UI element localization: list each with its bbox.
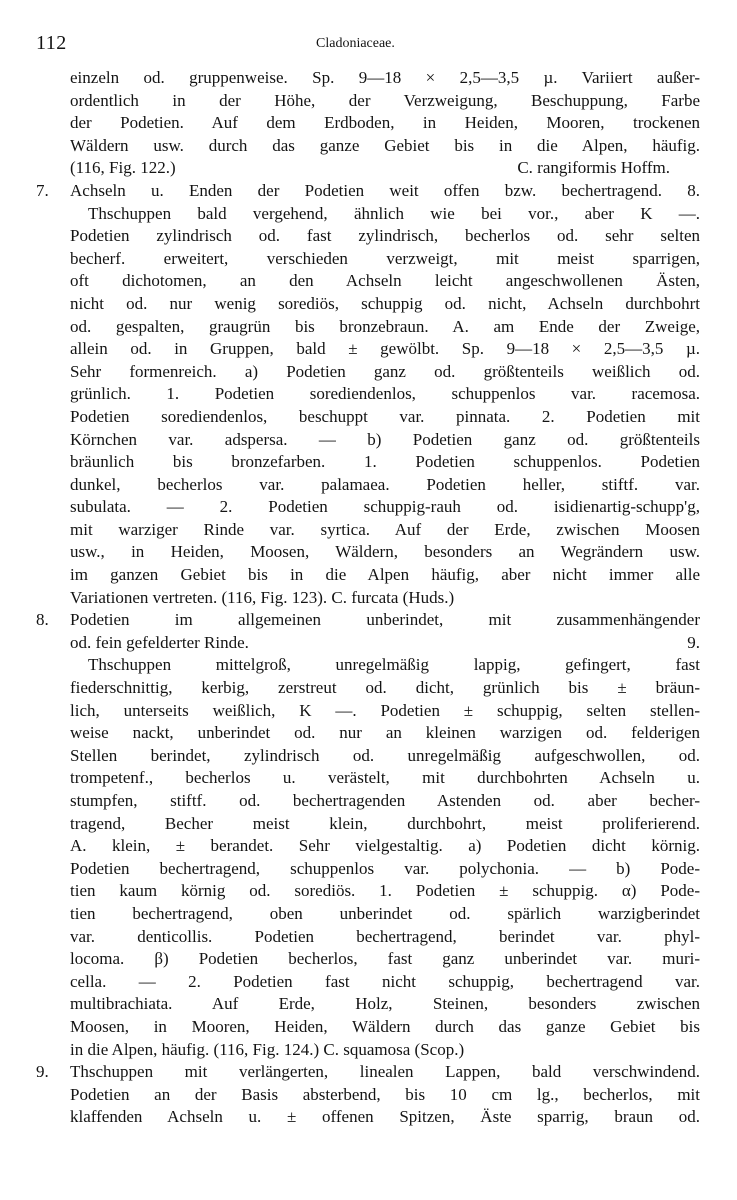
line-text: Thschuppen mittelgroß, unregelmäßig lappig, gefingert, fast (88, 655, 700, 675)
line-text: mit warziger Rinde var. syrtica. Auf der Erde, zwischen Moosen (70, 519, 700, 539)
text-line (36, 112, 700, 135)
line-text: var. denticollis. Podetien bechertragend, berindet var. phyl- (70, 926, 700, 946)
line-right-text: 9. (687, 632, 700, 652)
line-text: im ganzen Gebiet bis in die Alpen häufig, aber nicht immer alle (70, 565, 700, 585)
line-text: der Podetien. Auf dem Erdboden, in Heiden, Mooren, trockenen (70, 113, 700, 133)
line-text: oft dichotomen, an den Achseln leicht angeschwollenen Ästen, (70, 271, 700, 291)
line-text: Thschuppen mit verlängerten, linealen Lappen, bald verschwindend. (70, 1062, 700, 1082)
text-line (36, 67, 700, 90)
key-number: 9. (36, 1062, 49, 1082)
text-line (36, 880, 700, 903)
text-line (36, 1084, 700, 1107)
line-text: bräunlich bis bronzefarben. 1. Podetien schuppenlos. Podetien (70, 452, 700, 472)
text-line (36, 971, 700, 994)
text-line (36, 790, 700, 813)
body-text (36, 67, 700, 1129)
line-text: Podetien sorediendenlos, beschuppt var. pinnata. 2. Podetien mit (70, 406, 700, 426)
text-line (36, 948, 700, 971)
text-line (36, 926, 700, 949)
text-line (36, 541, 700, 564)
text-line (36, 767, 700, 790)
line-text: ordentlich in der Höhe, der Verzweigung, Beschuppung, Farbe (70, 90, 700, 110)
line-text: einzeln od. gruppenweise. Sp. 9—18 × 2,5—3,5 µ. Variiert außer- (70, 68, 700, 87)
running-title: Cladoniaceae. (316, 36, 395, 51)
line-text: trompetenf., becherlos u. verästelt, mit durchbohrten Achseln u. (70, 768, 700, 788)
text-line (36, 813, 700, 836)
key-number: 8. (36, 610, 49, 630)
line-text: usw., in Heiden, Moosen, Wäldern, besonders an Wegrändern usw. (70, 542, 700, 562)
line-text: becherf. erweitert, verschieden verzweigt, mit meist sparrigen, (70, 248, 700, 268)
text-line (36, 429, 700, 452)
text-line (36, 135, 700, 158)
line-text: fiederschnittig, kerbig, zerstreut od. dicht, grünlich bis ± bräun- (70, 678, 700, 698)
line-text: tien bechertragend, oben unberindet od. spärlich warzigberindet (70, 903, 700, 923)
line-text: (116, Fig. 122.) (70, 158, 176, 178)
line-text: Achseln u. Enden der Podetien weit offen bzw. bechertragend. 8. (70, 180, 700, 200)
text-line (36, 248, 700, 271)
line-text: lich, unterseits weißlich, K —. Podetien ± schuppig, selten stellen- (70, 700, 700, 720)
line-text: Thschuppen bald vergehend, ähnlich wie bei vor., aber K —. (88, 203, 700, 223)
line-right-text: C. rangiformis Hoffm. (517, 158, 670, 178)
text-line (36, 406, 700, 429)
key-number: 7. (36, 180, 49, 200)
text-line (36, 519, 700, 542)
line-text: Podetien an der Basis absterbend, bis 10 cm lg., becherlos, mit (70, 1084, 700, 1104)
line-text: dunkel, becherlos var. palamaea. Podetien heller, stiftf. var. (70, 474, 700, 494)
text-line (36, 496, 700, 519)
text-line (36, 632, 700, 655)
text-line (36, 225, 700, 248)
line-text: klaffenden Achseln u. ± offenen Spitzen, Äste sparrig, braun od. (70, 1107, 700, 1127)
line-text: in die Alpen, häufig. (116, Fig. 124.) C. squamosa (Scop.) (70, 1039, 465, 1059)
text-line (36, 835, 700, 858)
text-line (36, 383, 700, 406)
line-text: Podetien zylindrisch od. fast zylindrisch, becherlos od. sehr selten (70, 226, 700, 246)
line-text: Sehr formenreich. a) Podetien ganz od. größtenteils weißlich od. (70, 361, 700, 381)
page-header (36, 28, 676, 58)
text-line (36, 903, 700, 926)
line-text: nicht od. nur wenig sorediös, schuppig od. nicht, Achseln durchbohrt (70, 293, 700, 313)
line-text: grünlich. 1. Podetien sorediendenlos, schuppenlos var. racemosa. (70, 384, 700, 404)
text-line (36, 451, 700, 474)
text-line (36, 203, 700, 226)
line-text: Stellen berindet, zylindrisch od. unregelmäßig aufgeschwollen, od. (70, 745, 700, 765)
text-line (36, 609, 700, 632)
line-text: multibrachiata. Auf Erde, Holz, Steinen, besonders zwischen (70, 994, 700, 1014)
line-text: subulata. — 2. Podetien schuppig-rauh od. isidienartig-schupp'g, (70, 497, 700, 517)
line-text: Podetien bechertragend, schuppenlos var. polychonia. — b) Pode- (70, 858, 700, 878)
text-line (36, 587, 700, 610)
text-line (36, 722, 700, 745)
line-text: tien kaum körnig od. sorediös. 1. Podetien ± schuppig. α) Pode- (70, 881, 700, 901)
line-text: od. gespalten, graugrün bis bronzebraun. A. am Ende der Zweige, (70, 316, 700, 336)
line-text: Wäldern usw. durch das ganze Gebiet bis in die Alpen, häufig. (70, 135, 700, 155)
line-text: od. fein gefelderter Rinde. (70, 632, 249, 652)
text-line (36, 180, 700, 203)
text-line (36, 316, 700, 339)
line-text: Podetien im allgemeinen unberindet, mit zusammenhängender (70, 610, 700, 630)
text-line (36, 564, 700, 587)
text-line (36, 745, 700, 768)
line-text: Moosen, in Mooren, Heiden, Wäldern durch das ganze Gebiet bis (70, 1016, 700, 1036)
text-line (36, 338, 700, 361)
text-line (36, 90, 700, 113)
line-text: Variationen vertreten. (116, Fig. 123). C. furcata (Huds.) (70, 587, 455, 607)
text-line (36, 858, 700, 881)
text-line (36, 474, 700, 497)
line-text: tragend, Becher meist klein, durchbohrt, meist proliferierend. (70, 813, 700, 833)
text-line (36, 270, 700, 293)
page-number: 112 (36, 32, 67, 54)
text-line (36, 654, 700, 677)
line-text: A. klein, ± berandet. Sehr vielgestaltig. a) Podetien dicht körnig. (70, 836, 700, 856)
line-text: Körnchen var. adspersa. — b) Podetien ganz od. größtenteils (70, 429, 700, 449)
line-text: stumpfen, stiftf. od. bechertragenden Astenden od. aber becher- (70, 791, 700, 810)
text-line (36, 1016, 700, 1039)
text-line (36, 1061, 700, 1084)
text-line (36, 157, 700, 180)
text-line (36, 700, 700, 723)
line-text: locoma. β) Podetien becherlos, fast ganz unberindet var. muri- (70, 949, 700, 969)
text-line (36, 1039, 700, 1062)
text-line (36, 293, 700, 316)
text-line (36, 677, 700, 700)
text-line (36, 361, 700, 384)
line-text: allein od. in Gruppen, bald ± gewölbt. Sp. 9—18 × 2,5—3,5 µ. (70, 339, 700, 359)
text-line (36, 993, 700, 1016)
text-line (36, 1106, 700, 1129)
line-text: weise nackt, unberindet od. nur an kleinen warzigen od. felderigen (70, 723, 700, 743)
line-text: cella. — 2. Podetien fast nicht schuppig, bechertragend var. (70, 971, 700, 991)
